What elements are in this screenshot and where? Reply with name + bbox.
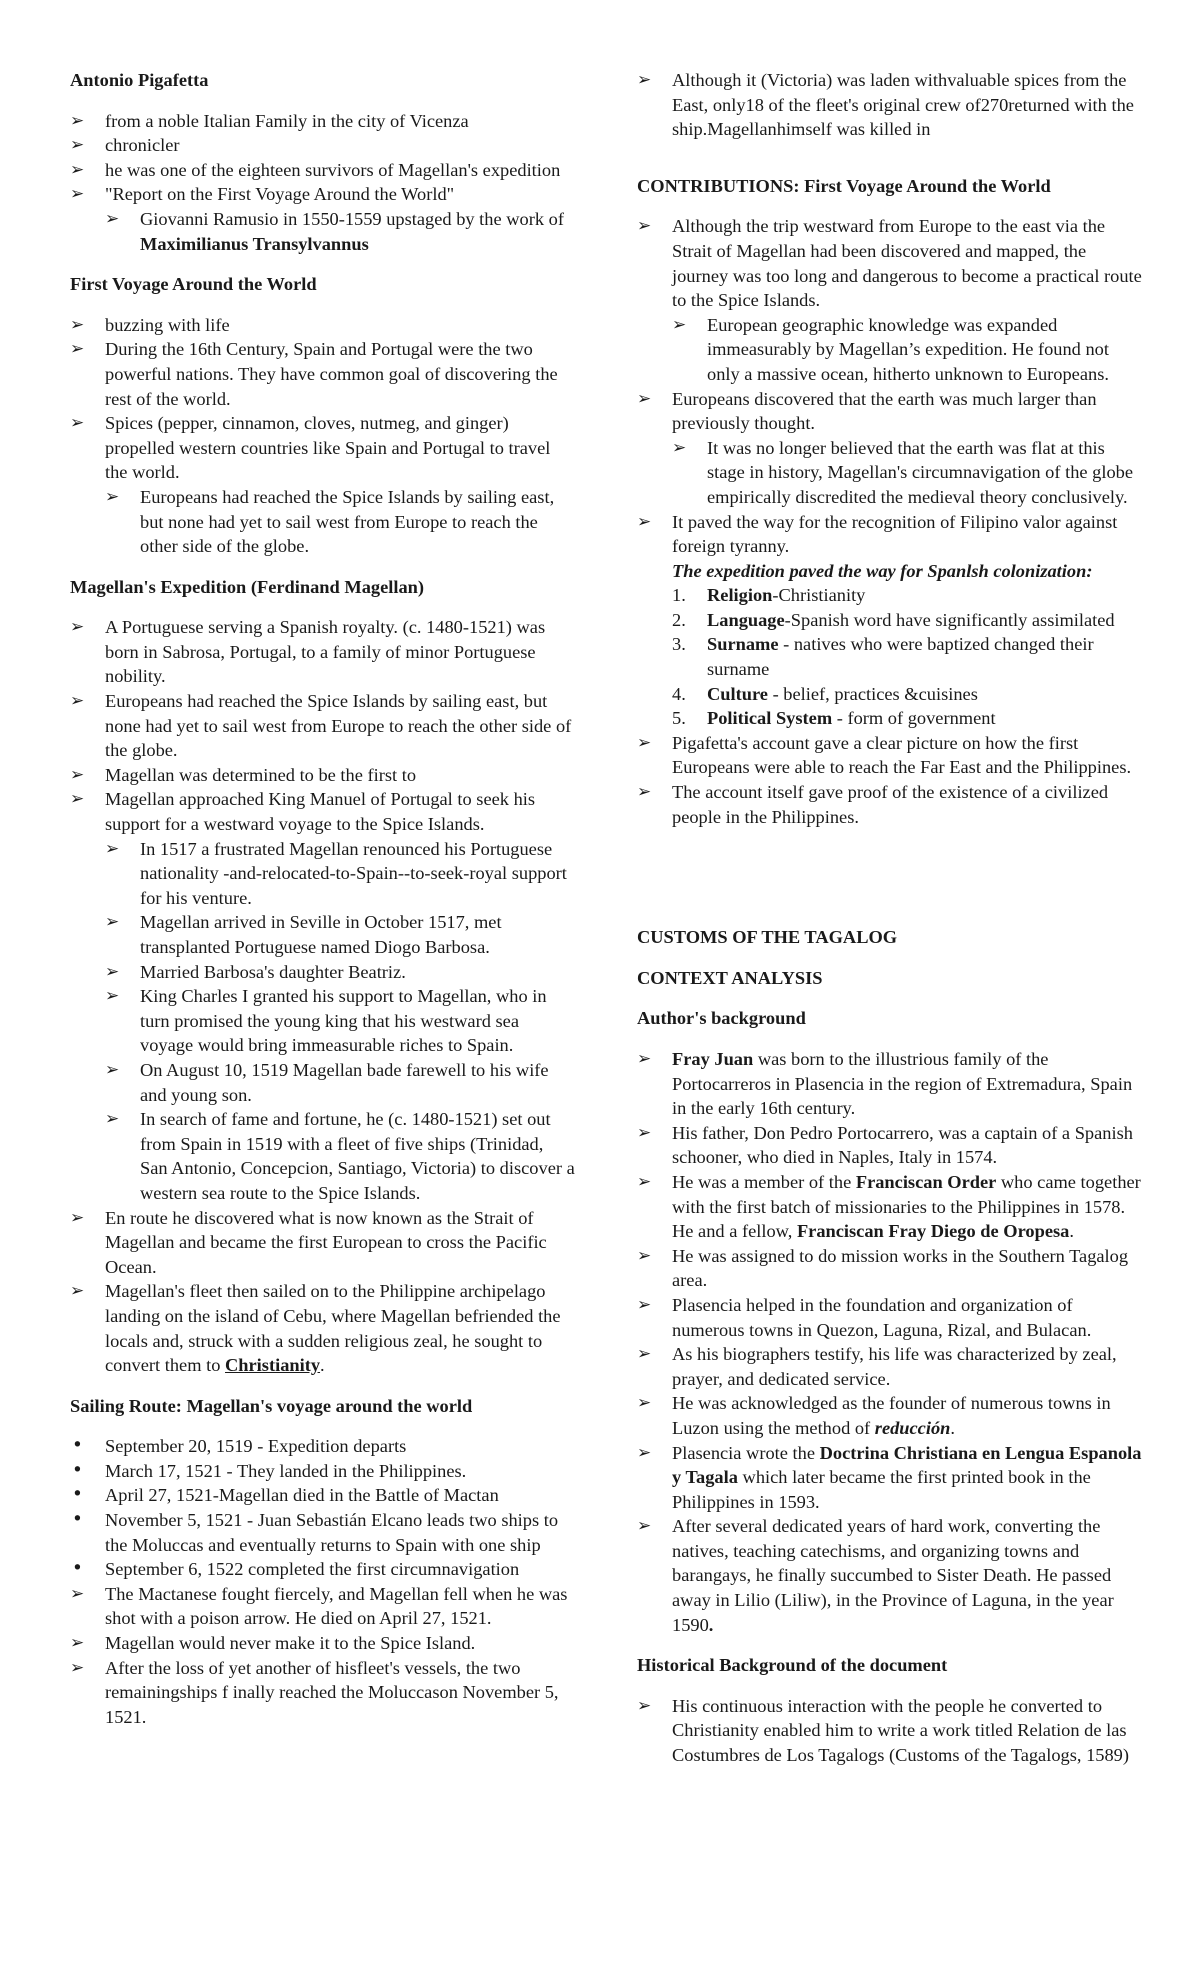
list-item: ➢ King Charles I granted his support to Magellan, who in turn promised the young king that his westward sea voyage would bring immeasurable riches to Spain. (105, 984, 575, 1058)
right-column (637, 68, 1142, 1768)
heading-expedition: Magellan's Expedition (Ferdinand Magellan) (70, 576, 425, 597)
list-item: 5. Political System - form of government (672, 708, 996, 729)
list-item: ➢ chronicler (70, 133, 575, 158)
victoria-list (637, 68, 1142, 142)
list-item: ➢ buzzing with life (70, 313, 575, 338)
colonization-heading: The expedition paved the way for Spanlsh colonization: (672, 560, 1093, 581)
list-item: ➢ As his biographers testify, his life was characterized by zeal, prayer, and dedicated service. (637, 1342, 1142, 1391)
list-item: ➢ Giovanni Ramusio in 1550-1559 upstaged by the work of Maximilianus Transylvannus (105, 207, 575, 256)
heading-author: Author's background (637, 1008, 806, 1029)
list-item: ➢ "Report on the First Voyage Around the World" (70, 182, 575, 207)
pigafetta-list (70, 109, 575, 207)
author-list (637, 1047, 1142, 1637)
heading-first-voyage: First Voyage Around the World (70, 274, 317, 295)
list-item: ➢ His continuous interaction with the people he converted to Christianity enabled him to write a work titled Relation de las Costumbres de Los Tagalogs (Customs of the Tagalogs, 1589) (637, 1694, 1142, 1768)
list-item: 1. Religion-Christianity (672, 585, 866, 606)
heading-pigafetta: Antonio Pigafetta (70, 70, 209, 90)
list-item: ➢ Magellan would never make it to the Spice Island. (70, 1631, 575, 1656)
list-item: ➢ he was one of the eighteen survivors of Magellan's expedition (70, 158, 575, 183)
contrib-list-3 (637, 510, 1142, 559)
list-item: ➢ Europeans discovered that the earth was much larger than previously thought. (637, 387, 1142, 436)
list-item: • September 6, 1522 completed the first circumnavigation (70, 1557, 575, 1582)
list-item: ➢ He was assigned to do mission works in the Southern Tagalog area. (637, 1244, 1142, 1293)
list-item: 4. Culture - belief, practices &cuisines (672, 683, 978, 704)
list-item: ➢ Plasencia wrote the Doctrina Christiana en Lengua Espanola y Tagala which later became the first printed book in the Philippines in 1593. (637, 1441, 1142, 1515)
expedition-sublist (105, 837, 575, 1206)
list-item: ➢ Europeans had reached the Spice Islands by sailing east, but none had yet to sail west from Europe to reach the other side of the globe. (105, 485, 575, 559)
list-item: ➢ Although it (Victoria) was laden withvaluable spices from the East, only18 of the fleet's original crew of270returned with the ship.Magellanhimself was killed in (637, 68, 1142, 142)
list-item: ➢ In 1517 a frustrated Magellan renounced his Portuguese nationality -and-relocated-to-Spain--to-seek-royal support for his venture. (105, 837, 575, 911)
list-item: • April 27, 1521-Magellan died in the Battle of Mactan (70, 1483, 575, 1508)
list-item: • September 20, 1519 - Expedition departs (70, 1434, 575, 1459)
contrib-sublist-2 (672, 436, 1142, 510)
list-item: ➢ European geographic knowledge was expanded immeasurably by Magellan’s expedition. He found not only a massive ocean, hitherto unknown to Europeans. (672, 313, 1142, 387)
heading-historical: Historical Background of the document (637, 1655, 948, 1676)
list-item: ➢ It paved the way for the recognition of Filipino valor against foreign tyranny. (637, 510, 1142, 559)
contrib-list-2 (637, 387, 1142, 436)
route-bullets (70, 1434, 575, 1582)
list-item: ➢ Magellan approached King Manuel of Portugal to seek his support for a westward voyage to the Spice Islands. (70, 787, 575, 836)
contrib-list-1 (637, 214, 1142, 312)
list-item: ➢ Pigafetta's account gave a clear picture on how the first Europeans were able to reach the Far East and the Philippines. (637, 731, 1142, 780)
list-item: ➢ In search of fame and fortune, he (c. 1480-1521) set out from Spain in 1519 with a fleet of five ships (Trinidad, San Antonio, Concepcion, Santiago, Victoria) to discover a western sea route to the Spice Islands. (105, 1107, 575, 1205)
list-item: ➢ The account itself gave proof of the existence of a civilized people in the Philippines. (637, 780, 1142, 829)
list-item: ➢ Magellan was determined to be the first to (70, 763, 575, 788)
list-item: ➢ His father, Don Pedro Portocarrero, was a captain of a Spanish schooner, who died in Naples, Italy in 1574. (637, 1121, 1142, 1170)
list-item: 3. Surname - natives who were baptized changed their surname (672, 634, 1094, 680)
list-item: ➢ Married Barbosa's daughter Beatriz. (105, 960, 575, 985)
list-item: ➢ Magellan's fleet then sailed on to the Philippine archipelago landing on the island of Cebu, where Magellan befriended the locals and, struck with a sudden religious zeal, he sought to convert them to Christianity. (70, 1279, 575, 1377)
heading-context: CONTEXT ANALYSIS (637, 967, 823, 988)
first-voyage-sublist (105, 485, 575, 559)
list-item: ➢ The Mactanese fought fiercely, and Magellan fell when he was shot with a poison arrow. He died on April 27, 1521. (70, 1582, 575, 1631)
list-item: ➢ After several dedicated years of hard work, converting the natives, teaching catechisms, and organizing towns and barangays, he finally succumbed to Sister Death. He passed away in Lilio (Liliw), in the Province of Laguna, in the year 1590. (637, 1514, 1142, 1637)
heading-contributions: CONTRIBUTIONS: First Voyage Around the World (637, 175, 1051, 196)
first-voyage-list (70, 313, 575, 485)
list-item: • November 5, 1521 - Juan Sebastián Elcano leads two ships to the Moluccas and eventually returns to Spain with one ship (70, 1508, 575, 1557)
heading-customs: CUSTOMS OF THE TAGALOG (637, 927, 898, 948)
list-item: ➢ from a noble Italian Family in the city of Vicenza (70, 109, 575, 134)
list-item: ➢ He was a member of the Franciscan Order who came together with the first batch of missionaries to the Philippines in 1578. He and a fellow, Franciscan Fray Diego de Oropesa. (637, 1170, 1142, 1244)
list-item: ➢ En route he discovered what is now known as the Strait of Magellan and became the first European to cross the Pacific Ocean. (70, 1206, 575, 1280)
expedition-list-2 (70, 1206, 575, 1378)
list-item: ➢ Fray Juan was born to the illustrious family of the Portocarreros in Plasencia in the region of Extremadura, Spain in the early 16th century. (637, 1047, 1142, 1121)
list-item: 2. Language-Spanish word have significantly assimilated (672, 609, 1115, 630)
list-item: • March 17, 1521 - They landed in the Philippines. (70, 1459, 575, 1484)
list-item: ➢ Plasencia helped in the foundation and organization of numerous towns in Quezon, Laguna, Rizal, and Bulacan. (637, 1293, 1142, 1342)
route-list (70, 1582, 575, 1730)
historical-list (637, 1694, 1142, 1768)
list-item: ➢ Although the trip westward from Europe to the east via the Strait of Magellan had been discovered and mapped, the journey was too long and dangerous to become a practical route to the Spice Islands. (637, 214, 1142, 312)
list-item: ➢ On August 10, 1519 Magellan bade farewell to his wife and young son. (105, 1058, 575, 1107)
list-item: ➢ After the loss of yet another of hisfleet's vessels, the two remainingships f inally reached the Moluccason November 5, 1521. (70, 1656, 575, 1730)
contrib-sublist-1 (672, 313, 1142, 387)
contrib-list-end (637, 731, 1142, 829)
list-item: ➢ A Portuguese serving a Spanish royalty. (c. 1480-1521) was born in Sabrosa, Portugal, to a family of minor Portuguese nobility. (70, 615, 575, 689)
expedition-list (70, 615, 575, 836)
list-item: ➢ Spices (pepper, cinnamon, cloves, nutmeg, and ginger) propelled western countries like Spain and Portugal to travel the world. (70, 411, 575, 485)
heading-sailing-route: Sailing Route: Magellan's voyage around the world (70, 1395, 473, 1416)
list-item: ➢ During the 16th Century, Spain and Portugal were the two powerful nations. They have common goal of discovering the rest of the world. (70, 337, 575, 411)
colonization-list (637, 583, 1142, 731)
list-item: ➢ It was no longer believed that the earth was flat at this stage in history, Magellan's circumnavigation of the globe empirically discredited the medieval theory conclusively. (672, 436, 1142, 510)
list-item: ➢ He was acknowledged as the founder of numerous towns in Luzon using the method of reducción. (637, 1391, 1142, 1440)
pigafetta-sublist (105, 207, 575, 256)
list-item: ➢ Europeans had reached the Spice Islands by sailing east, but none had yet to sail west from Europe to reach the other side of the globe. (70, 689, 575, 763)
list-item: ➢ Magellan arrived in Seville in October 1517, met transplanted Portuguese named Diogo Barbosa. (105, 910, 575, 959)
left-column (70, 68, 575, 1729)
